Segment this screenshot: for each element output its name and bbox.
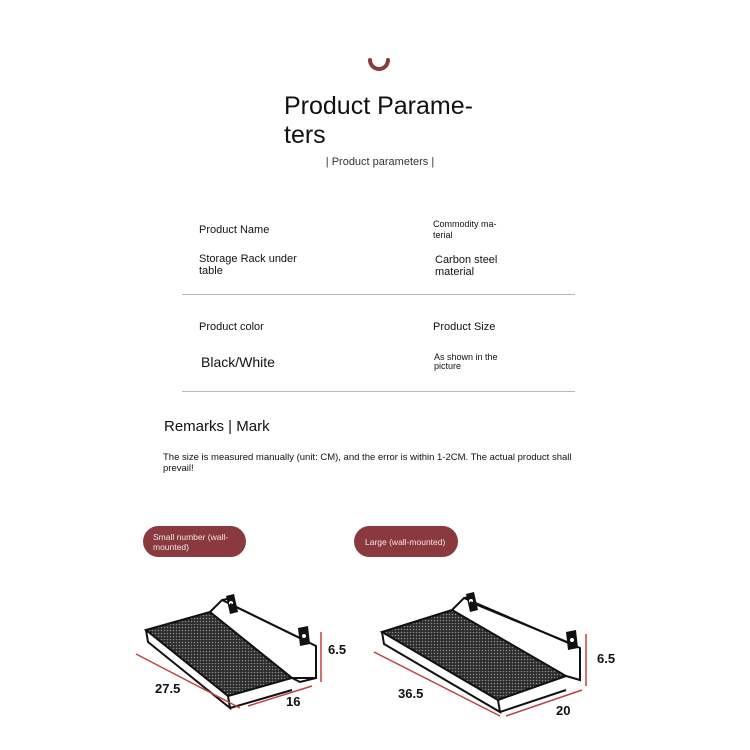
material-label: Commodity ma- terial: [433, 219, 497, 240]
large-size-badge-label: Large (wall-mounted): [365, 536, 446, 547]
small-size-badge: [143, 526, 246, 557]
product-size-label: Product Size: [433, 321, 496, 333]
remarks-title: Remarks | Mark: [164, 418, 270, 435]
page-title: Product Parame- ters: [284, 92, 473, 149]
material-value: Carbon steel material: [435, 254, 498, 278]
header-arc-icon: [368, 58, 390, 78]
large-height-label: 6.5: [597, 651, 616, 666]
divider-1: [182, 294, 575, 295]
divider-2: [182, 391, 575, 392]
small-height-label: 6.5: [328, 642, 347, 657]
small-size-badge-label: Small number (wall- mounted): [153, 531, 229, 552]
page-subtitle: | Product parameters |: [325, 156, 435, 168]
large-size-badge: [354, 526, 458, 557]
remarks-text: The size is measured manually (unit: CM), and the error is within 1-2CM. The actual product shall prevail!: [163, 452, 572, 474]
product-size-value: As shown in the picture: [434, 352, 498, 371]
small-length-label: 27.5: [155, 681, 181, 696]
product-color-label: Product color: [199, 321, 264, 333]
product-color-value: Black/White: [201, 354, 275, 370]
product-name-value: Storage Rack under table: [199, 253, 297, 277]
product-name-label: Product Name: [199, 224, 270, 236]
large-depth-label: 20: [556, 703, 571, 718]
large-length-label: 36.5: [398, 686, 424, 701]
small-rack-diagram: [130, 590, 360, 720]
small-depth-label: 16: [286, 694, 301, 709]
